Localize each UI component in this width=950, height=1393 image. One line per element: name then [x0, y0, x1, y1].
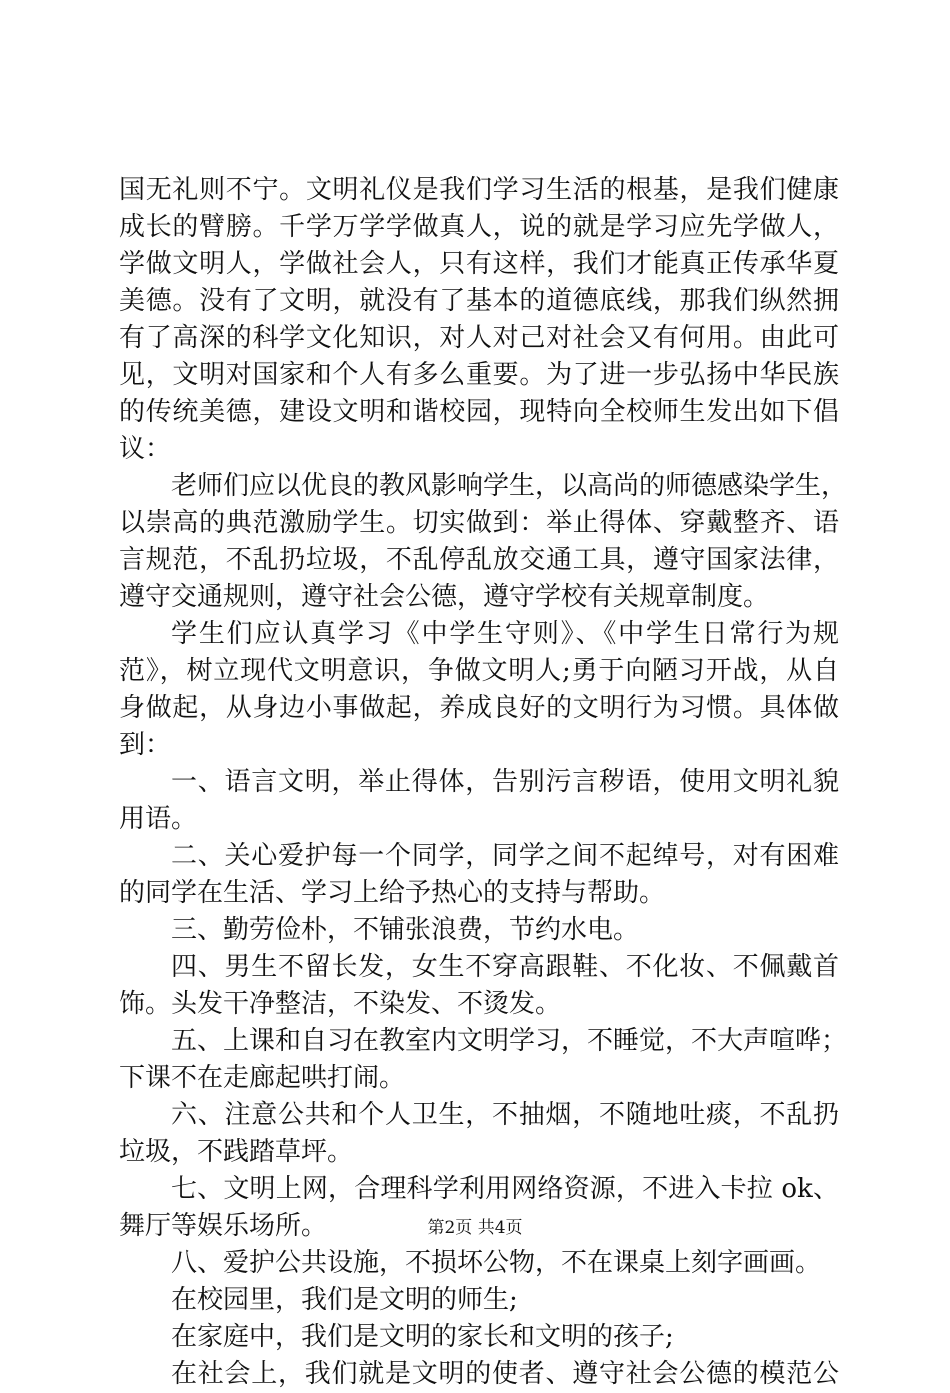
page-footer: [0, 1216, 950, 1240]
text-line: 在校园里，我们是文明的师生;: [171, 1285, 518, 1315]
text-line: 在社会上，我们就是文明的使者、遵守社会公德的模范公: [171, 1359, 839, 1389]
text-line: 言规范，不乱扔垃圾，不乱停乱放交通工具，遵守国家法律，: [119, 545, 839, 575]
text-line: 国无礼则不宁。文明礼仪是我们学习生活的根基，是我们健康: [119, 175, 839, 205]
text-line: 以崇高的典范激励学生。切实做到：举止得体、穿戴整齐、语: [119, 508, 839, 538]
text-line: 学生们应认真学习《中学生守则》、《中学生日常行为规: [171, 619, 839, 649]
text-line: 的同学在生活、学习上给予热心的支持与帮助。: [119, 878, 666, 908]
text-line: 有了高深的科学文化知识，对人对己对社会又有何用。由此可: [119, 323, 839, 353]
page-number-label: 第2页 共4页: [427, 1218, 523, 1238]
text-line: 学做文明人，学做社会人，只有这样，我们才能真正传承华夏: [119, 249, 839, 279]
text-line: 见，文明对国家和个人有多么重要。为了进一步弘扬中华民族: [119, 360, 839, 390]
text-line: 六、注意公共和个人卫生，不抽烟，不随地吐痰，不乱扔: [171, 1100, 839, 1130]
text-line: 的传统美德，建设文明和谐校园，现特向全校师生发出如下倡: [119, 397, 839, 427]
text-line: 美德。没有了文明，就没有了基本的道德底线，那我们纵然拥: [119, 286, 839, 316]
text-line: 在家庭中，我们是文明的家长和文明的孩子;: [171, 1322, 674, 1352]
text-line: 用语。: [119, 804, 198, 834]
text-line: 到：: [119, 730, 172, 760]
text-line: 遵守交通规则，遵守社会公德，遵守学校有关规章制度。: [119, 582, 770, 612]
text-line: 一、语言文明，举止得体，告别污言秽语，使用文明礼貌: [171, 767, 839, 797]
text-line: 老师们应以优良的教风影响学生，以高尚的师德感染学生，: [171, 471, 848, 501]
text-line: 下课不在走廊起哄打闹。: [119, 1063, 406, 1093]
text-line: 五、上课和自习在教室内文明学习，不睡觉，不大声喧哗；: [171, 1026, 848, 1056]
text-line: 垃圾，不践踏草坪。: [119, 1137, 354, 1167]
text-line: 范》，树立现代文明意识，争做文明人;勇于向陋习开战，从自: [119, 656, 839, 686]
text-line: 成长的臂膀。千学万学学做真人，说的就是学习应先学做人，: [119, 212, 839, 242]
text-line: 舞厅等娱乐场所。: [119, 1211, 328, 1241]
text-line: 身做起，从身边小事做起，养成良好的文明行为习惯。具体做: [119, 693, 839, 723]
text-line: 七、文明上网，合理科学利用网络资源，不进入卡拉 ok、: [171, 1174, 839, 1204]
text-line: 四、男生不留长发，女生不穿高跟鞋、不化妆、不佩戴首: [171, 952, 839, 982]
document-body: [119, 172, 848, 1393]
text-line: 八、爱护公共设施，不损坏公物，不在课桌上刻字画画。: [171, 1248, 822, 1278]
text-line: 饰。头发干净整洁，不染发、不烫发。: [119, 989, 562, 1019]
text-line: 二、关心爱护每一个同学，同学之间不起绰号，对有困难: [171, 841, 839, 871]
text-line: 议：: [119, 434, 172, 464]
text-line: 三、勤劳俭朴，不铺张浪费，节约水电。: [171, 915, 640, 945]
